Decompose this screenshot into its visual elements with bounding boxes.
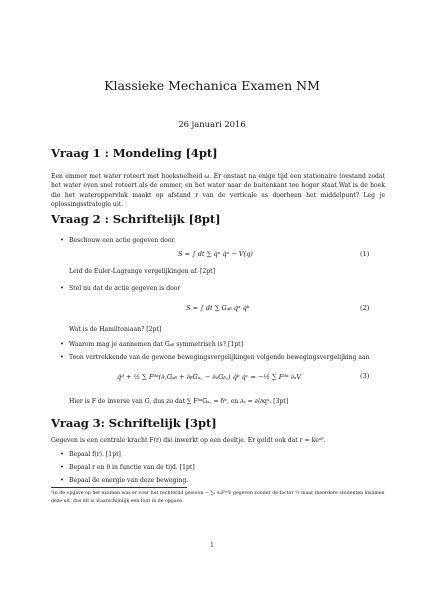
q1-heading: Vraag 1 : Mondeling [4pt]: [51, 146, 218, 160]
q3-text: Gegeven is een centrale kracht F(r) die inwerkt op een deeltje. Er geldt ook dat r = keᵃᶿ.: [51, 437, 326, 444]
q2-heading: Vraag 2 : Schriftelijk [8pt]: [51, 212, 221, 226]
q2-sub-3: Hier is F de inverse van G, dus zo dat ∑ FᵇᵃGₐ꜀ = δᵇ꜀ en ∂ₐ = ∂/∂qᵃ. [3pt]: [69, 398, 289, 405]
q3-bullet-1-text: Bepaal f(r). [1pt]: [69, 451, 121, 458]
equation-1-body: S = ∫ dt ∑ q̇ᵃ q̇ᵃ − V(q): [178, 250, 253, 258]
footnote-rule: [51, 487, 187, 488]
q2-bullet-4-text: Toon vertrekkende van de gewone bewegingsvergelijkingen volgende bewegingsvergelijking aan: [69, 354, 370, 361]
exam-date: 26 januari 2016: [178, 119, 246, 129]
bullet-dot: •: [60, 463, 64, 471]
q3-heading: Vraag 3: Schriftelijk [3pt]: [51, 416, 217, 430]
q3-bullet-3-text: Bepaal de energie van deze beweging.: [69, 477, 189, 484]
page-number: 1: [210, 542, 214, 549]
bullet-dot: •: [60, 476, 64, 484]
q2-bullet-3-text: Waarom mag je aannemen dat Gₐᵦ symmetrisch is? [1pt]: [69, 341, 243, 348]
q1-text: Een emmer met water roteert met hoeksnelheid ω. Er onstaat na enige tijd een stationaire toestand zodat het water even snel roteert als de emmer, en het water naar de buitenkant toe hoger staat.Wat is de hoek die het wateroppervlak maakt op afstand r van de verticale as doorheen het middelpunt? Leg je oplossingsstrategie uit.: [51, 173, 385, 209]
q2-bullet-2-text: Stel nu dat de actie gegeven is door: [69, 285, 181, 292]
equation-2-number: (2): [360, 304, 370, 312]
footnote: ¹In de opgave op het examen was er voor het rechterlid gewoon − ∑ₐ ∂ₐFᵈᵃV gegeven zonder de factor ½ maar meerdere studenten kwamen deze uit, dus dit is waarschijnlijk een fout in de opgave.: [51, 491, 385, 504]
equation-3-body: q̈ᵈ + ½ ∑ Fᵈᵃ(∂꜀Gₐᵦ + ∂ᵦGₐ꜀ − ∂ₐGᵦ꜀) q̇ᵇ q̇ᶜ = −½ ∑ Fᵈᵃ ∂ₐV: [117, 373, 302, 381]
q2-sub-1: Leid de Euler-Lagrange vergelijkingen af. [2pt]: [69, 268, 215, 275]
equation-2-body: S = ∫ dt ∑ Gₐᵦ q̇ᵃ q̇ᵇ: [186, 304, 250, 312]
equation-3-number: (3): [360, 372, 370, 380]
bullet-dot: •: [60, 450, 64, 458]
bullet-dot: •: [60, 236, 64, 244]
q3-bullet-2-text: Bepaal r en θ in functie van de tijd. [1pt]: [69, 464, 195, 471]
page-title: Klassieke Mechanica Examen NM: [104, 78, 320, 93]
q2-sub-2: Wat is de Hamiltoniaan? [2pt]: [69, 326, 162, 333]
bullet-dot: •: [60, 340, 64, 348]
bullet-dot: •: [60, 353, 64, 361]
equation-1-number: (1): [360, 250, 370, 258]
q2-bullet-1-text: Beschouw een actie gegeven door: [69, 237, 175, 244]
bullet-dot: •: [60, 284, 64, 292]
